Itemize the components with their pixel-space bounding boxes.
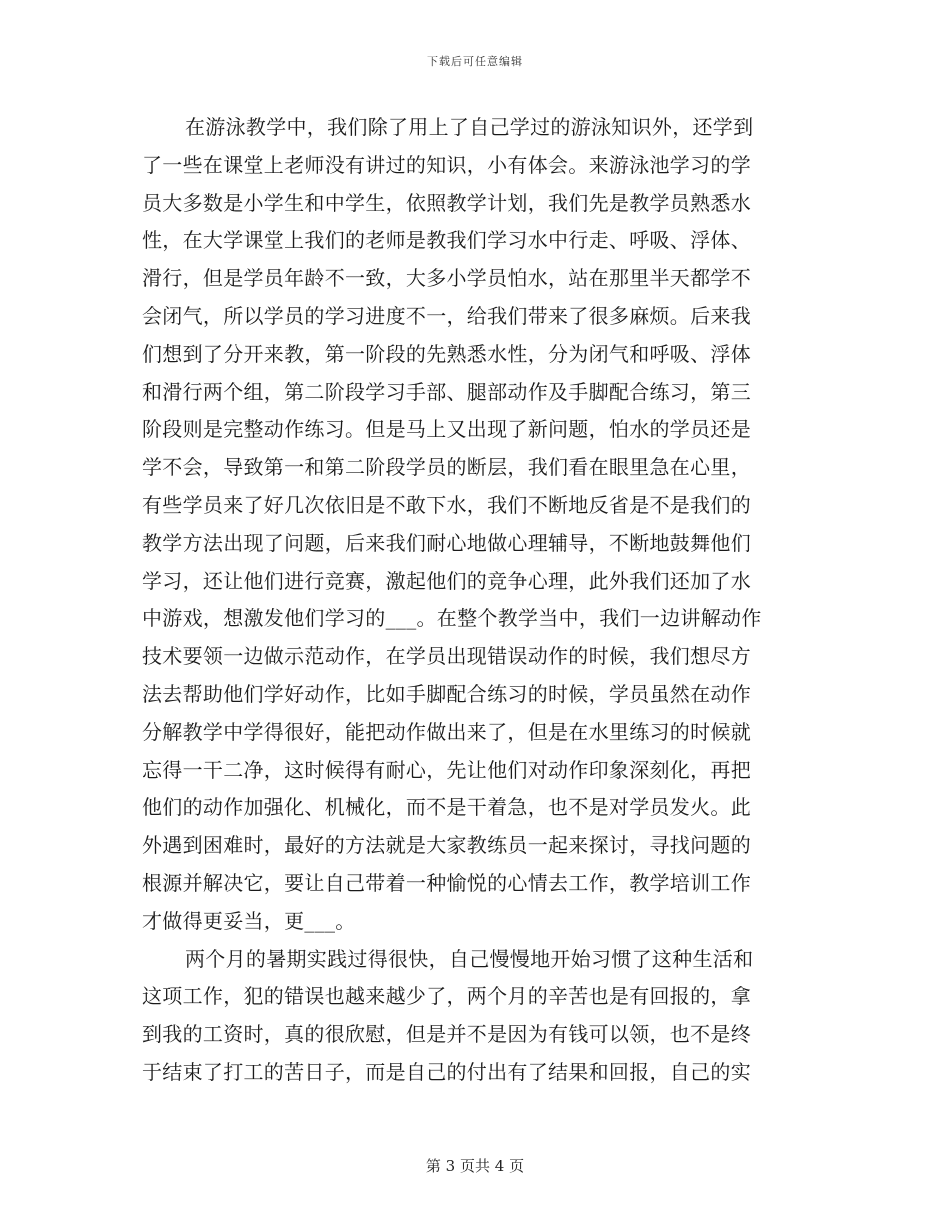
paragraph-line: 技术要领一边做示范动作，在学员出现错误动作的时候，我们想尽方 [142,644,751,669]
paragraph-line: 中游戏，想激发他们学习的___。在整个教学当中，我们一边讲解动作 [142,606,762,631]
page-header: 下载后可任意编辑 [427,55,523,68]
paragraph-line: 阶段则是完整动作练习。但是马上又出现了新问题，怕水的学员还是 [142,417,751,442]
paragraph-line: 和滑行两个组，第二阶段学习手部、腿部动作及手脚配合练习，第三 [142,379,751,404]
paragraph-line: 外遇到困难时，最好的方法就是大家教练员一起来探讨，寻找问题的 [142,833,751,858]
paragraph-line: 分解教学中学得很好，能把动作做出来了，但是在水里练习的时候就 [142,719,751,744]
paragraph-line: 性，在大学课堂上我们的老师是教我们学习水中行走、呼吸、浮体、 [142,228,751,253]
paragraph-line: 有些学员来了好几次依旧是不敢下水，我们不断地反省是不是我们的 [142,492,751,517]
paragraph-line: 这项工作，犯的错误也越来越少了，两个月的辛苦也是有回报的，拿 [142,984,751,1009]
paragraph-line: 根源并解决它，要让自己带着一种愉悦的心情去工作，教学培训工作 [142,870,751,895]
paragraph-line: 们想到了分开来教，第一阶段的先熟悉水性，分为闭气和呼吸、浮体 [142,341,751,366]
paragraph-line: 才做得更妥当，更___。 [142,908,356,933]
paragraph-line: 于结束了打工的苦日子，而是自己的付出有了结果和回报，自己的实 [142,1059,751,1084]
paragraph-line: 教学方法出现了问题，后来我们耐心地做心理辅导，不断地鼓舞他们 [142,530,751,555]
page-number-footer: 第 3 页共 4 页 [425,1157,525,1175]
paragraph-line: 了一些在课堂上老师没有讲过的知识，小有体会。来游泳池学习的学 [142,152,751,177]
paragraph-line: 学不会，导致第一和第二阶段学员的断层，我们看在眼里急在心里， [142,455,751,480]
paragraph-line: 学习，还让他们进行竞赛，激起他们的竞争心理，此外我们还加了水 [142,568,751,593]
paragraph-line: 忘得一干二净，这时候得有耐心，先让他们对动作印象深刻化，再把 [142,757,751,782]
paragraph-line: 法去帮助他们学好动作，比如手脚配合练习的时候，学员虽然在动作 [142,681,751,706]
paragraph-line: 员大多数是小学生和中学生，依照教学计划，我们先是教学员熟悉水 [142,190,751,215]
paragraph-line: 到我的工资时，真的很欣慰，但是并不是因为有钱可以领，也不是终 [142,1022,751,1047]
paragraph-line: 两个月的暑期实践过得很快，自己慢慢地开始习惯了这种生活和 [185,946,754,971]
paragraph-line: 在游泳教学中，我们除了用上了自己学过的游泳知识外，还学到 [185,115,754,139]
document-body [142,109,802,1092]
paragraph-line: 滑行，但是学员年龄不一致，大多小学员怕水，站在那里半天都学不 [142,266,751,291]
paragraph-line: 会闭气，所以学员的学习进度不一，给我们带来了很多麻烦。后来我 [142,303,751,328]
paragraph-line: 他们的动作加强化、机械化，而不是干着急，也不是对学员发火。此 [142,795,751,820]
